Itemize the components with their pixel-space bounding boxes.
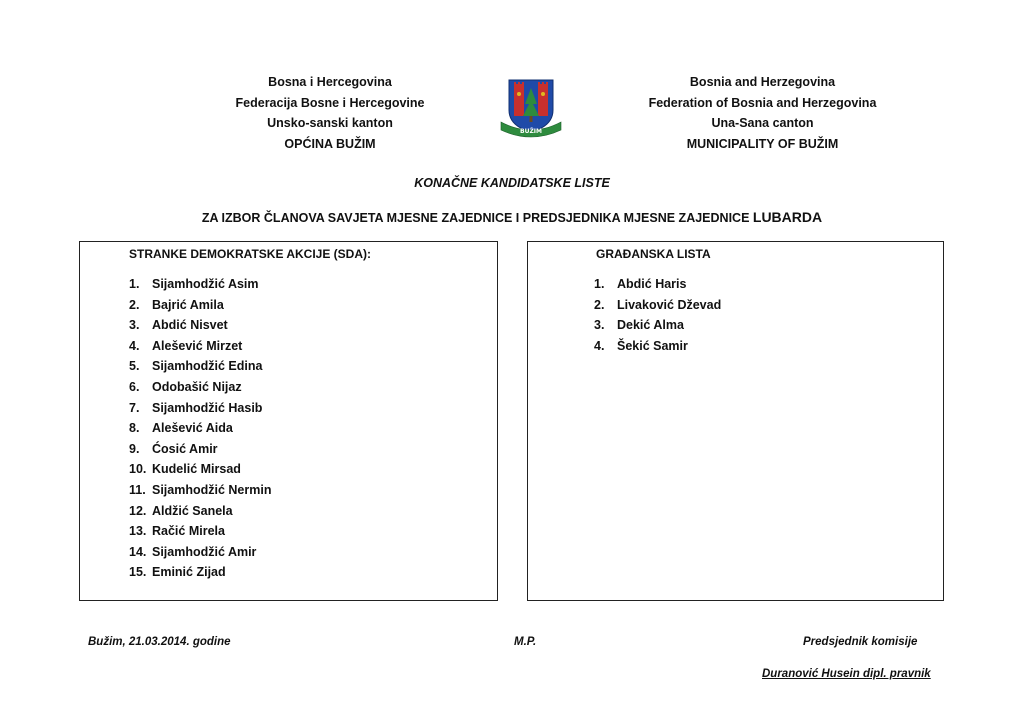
candidate-number: 13.: [129, 524, 147, 539]
list-item: [594, 339, 721, 360]
candidate-name: Livaković Dževad: [617, 297, 722, 312]
list-item: [129, 298, 271, 319]
candidate-list: [594, 277, 721, 359]
stamp-placeholder: M.P.: [514, 636, 537, 648]
candidate-number: 11.: [129, 482, 146, 497]
list-item: [594, 277, 721, 298]
candidate-number: 2.: [129, 297, 140, 312]
candidate-list-gradjanska: [527, 241, 944, 601]
candidate-name: Eminić Zijad: [152, 565, 226, 580]
crest-tree-trunk: [530, 116, 533, 122]
candidate-name: Sijamhodžić Asim: [152, 277, 259, 291]
list-item: [594, 298, 721, 319]
subtitle-prefix: ZA IZBOR ČLANOVA SAVJETA MJESNE ZAJEDNICE I PREDSJEDNIKA MJESNE ZAJEDNICE: [201, 211, 753, 225]
candidate-name: Odobašić Nijaz: [152, 379, 242, 394]
list-title: STRANKE DEMOKRATSKE AKCIJE (SDA):: [129, 247, 372, 261]
candidate-number: 8.: [129, 421, 140, 436]
candidate-number: 5.: [129, 359, 140, 374]
candidate-number: 9.: [129, 441, 140, 456]
president-label: Predsjednik komisije: [803, 636, 918, 648]
candidate-number: 4.: [594, 338, 605, 353]
list-item: [129, 339, 271, 360]
header-right-line: Una-Sana canton: [711, 116, 814, 130]
subtitle-place: LUBARDA: [752, 209, 823, 225]
candidate-number: 1.: [129, 277, 140, 291]
list-item: [129, 277, 271, 298]
candidate-number: 3.: [594, 318, 605, 333]
candidate-name: Račić Mirela: [152, 524, 225, 539]
header-right: [630, 72, 895, 154]
candidate-number: 14.: [129, 544, 147, 559]
list-item: [594, 318, 721, 339]
list-item: [129, 565, 271, 586]
candidate-name: Šekić Samir: [617, 338, 688, 353]
candidate-number: 7.: [129, 400, 140, 415]
candidate-number: 15.: [129, 565, 147, 580]
header-left-line: Federacija Bosne i Hercegovine: [235, 95, 425, 110]
list-item: [129, 524, 271, 545]
crest-tower-top-right: [538, 82, 548, 86]
candidate-number: 1.: [594, 277, 605, 291]
candidate-name: Alešević Mirzet: [152, 338, 243, 353]
candidate-name: Aldžić Sanela: [152, 503, 233, 518]
candidate-name: Bajrić Amila: [152, 297, 224, 312]
candidate-number: 6.: [129, 379, 140, 394]
candidate-number: 10.: [129, 462, 147, 477]
candidate-name: Abdić Nisvet: [152, 318, 228, 333]
list-item: [129, 483, 271, 504]
list-item: [129, 462, 271, 483]
crest-gold-dot: [541, 92, 545, 96]
list-title: GRAĐANSKA LISTA: [596, 247, 711, 261]
list-item: [129, 380, 271, 401]
header-left-line: Bosna i Hercegovina: [268, 75, 392, 89]
candidate-name: Sijamhodžić Nermin: [152, 482, 272, 497]
list-item: [129, 359, 271, 380]
document-subtitle: [0, 209, 1024, 225]
document-date: Bužim, 21.03.2014. godine: [88, 636, 231, 648]
list-item: [129, 545, 271, 566]
list-item: [129, 442, 271, 463]
candidate-name: Dekić Alma: [617, 318, 684, 333]
document-title: KONAČNE KANDIDATSKE LISTE: [414, 176, 610, 190]
list-item: [129, 401, 271, 422]
crest-tower-top-left: [514, 82, 524, 86]
candidate-name: Alešević Aida: [152, 421, 233, 436]
candidate-list-sda: [79, 241, 498, 601]
candidate-name: Sijamhodžić Hasib: [152, 400, 263, 415]
candidate-name: Sijamhodžić Amir: [152, 544, 257, 559]
header-right-line: Bosnia and Herzegovina: [689, 75, 836, 89]
header-right-line: Federation of Bosnia and Herzegovina: [648, 95, 877, 110]
list-item: [129, 318, 271, 339]
candidate-number: 2.: [594, 297, 605, 312]
candidate-list: [129, 277, 271, 586]
candidate-name: Abdić Haris: [617, 277, 687, 291]
crest-tower-left: [514, 86, 524, 116]
header-left-line: Unsko-sanski kanton: [267, 116, 393, 130]
signatory-name: Duranović Husein dipl. pravnik: [762, 668, 931, 680]
candidate-number: 3.: [129, 318, 140, 333]
header-right-line: MUNICIPALITY OF BUŽIM: [686, 136, 839, 151]
list-item: [129, 504, 271, 525]
list-item: [129, 421, 271, 442]
header-left: [225, 72, 435, 154]
candidate-number: 4.: [129, 338, 140, 353]
crest-tower-right: [538, 86, 548, 116]
candidate-number: 12.: [129, 503, 147, 518]
header-left-line: OPĆINA BUŽIM: [284, 136, 376, 151]
crest-ribbon-text: BUŽIM: [520, 128, 542, 135]
candidate-name: Kudelić Mirsad: [152, 462, 241, 477]
crest-gold-dot: [517, 92, 521, 96]
municipality-crest-logo: [497, 76, 565, 140]
candidate-name: Ćosić Amir: [152, 441, 218, 456]
candidate-name: Sijamhodžić Edina: [152, 359, 263, 374]
